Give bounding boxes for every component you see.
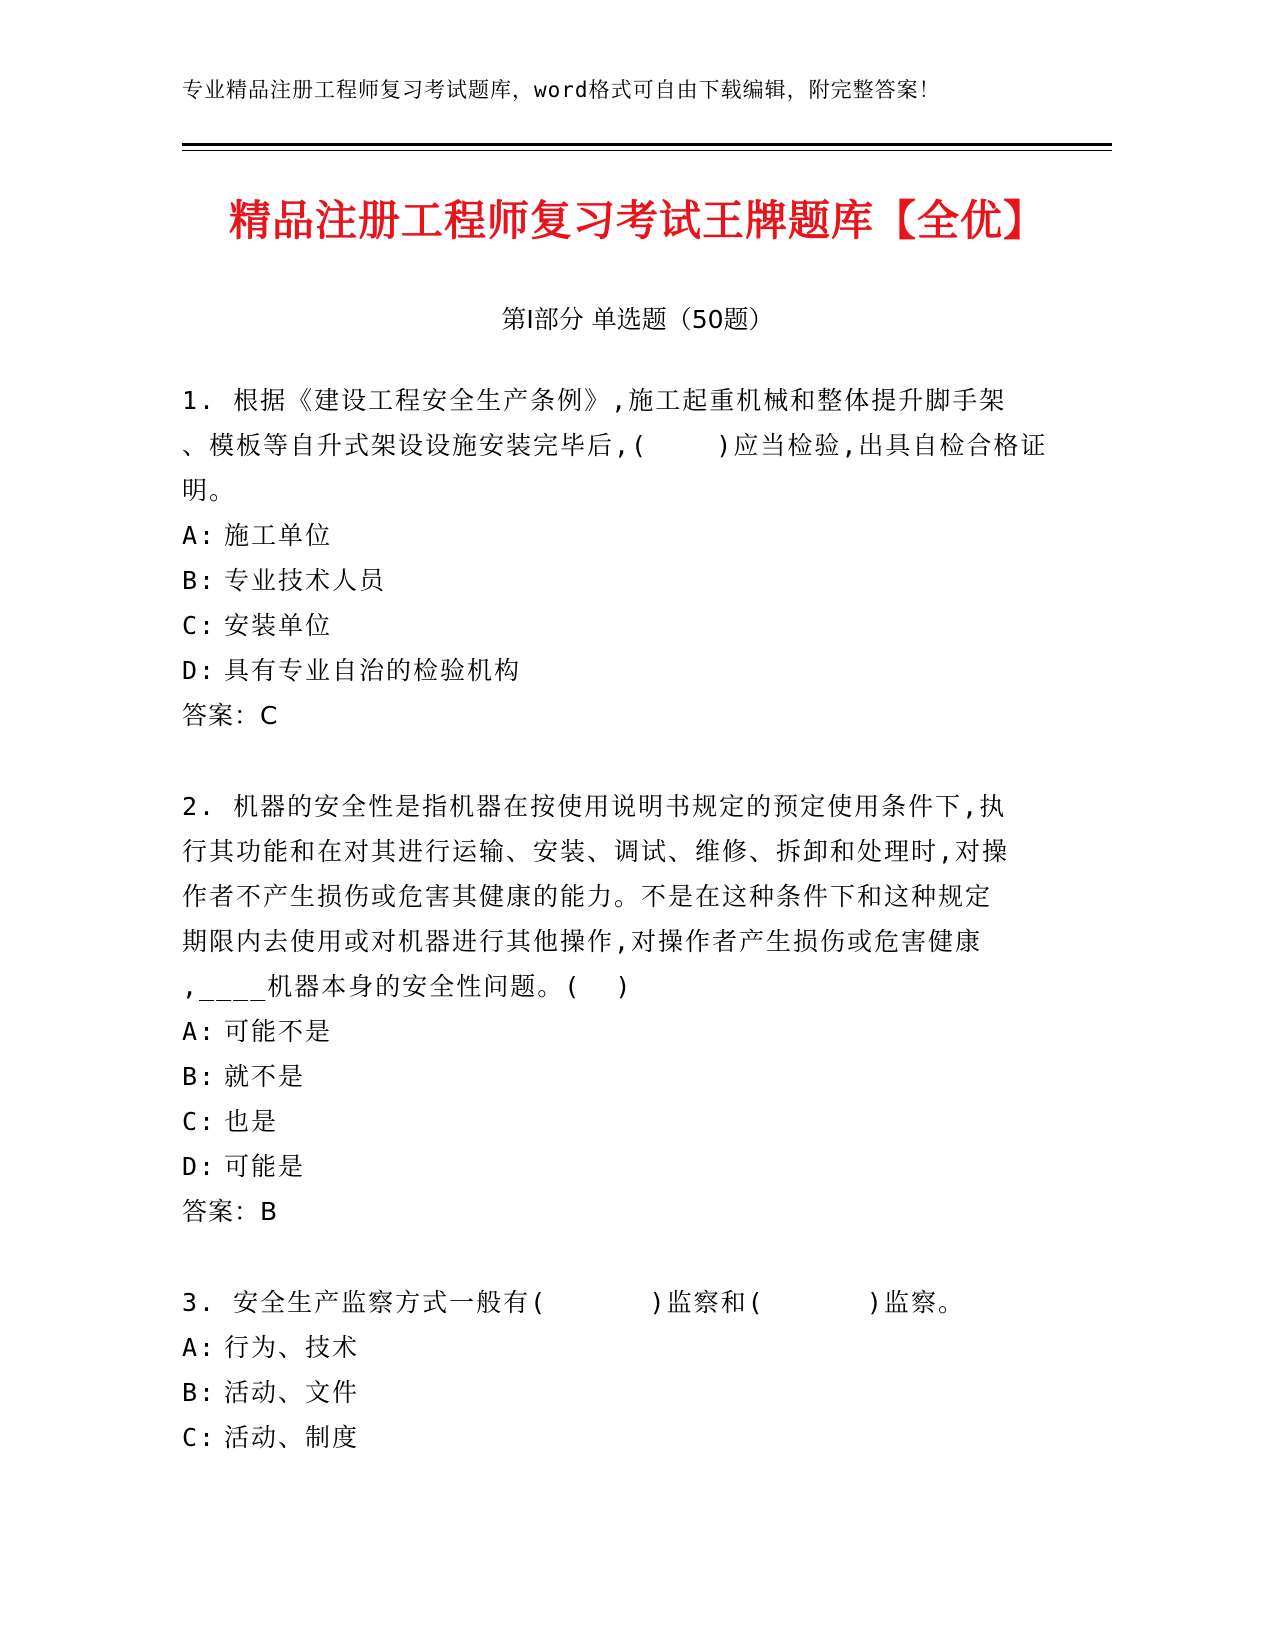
header-note: 专业精品注册工程师复习考试题库，word格式可自由下载编辑，附完整答案！ [182, 78, 941, 102]
question-text-line: 1. 根据《建设工程安全生产条例》,施工起重机械和整体提升脚手架 [182, 386, 1007, 415]
option-label: B: [182, 566, 217, 595]
option-a [182, 1009, 1062, 1054]
option-text: 活动、制度 [224, 1423, 360, 1452]
option-d [182, 648, 1062, 693]
answer: 答案：B [182, 1197, 279, 1226]
option-label: C: [182, 1423, 217, 1452]
option-text: 可能是 [224, 1152, 306, 1181]
option-label: C: [182, 611, 217, 640]
option-c [182, 603, 1062, 648]
option-label: A: [182, 521, 217, 550]
question-list [182, 378, 1062, 1506]
option-label: A: [182, 1017, 217, 1046]
option-b [182, 1054, 1062, 1099]
option-text: 安装单位 [224, 611, 333, 640]
option-text: 活动、文件 [224, 1378, 360, 1407]
option-text: 就不是 [224, 1062, 306, 1091]
option-a [182, 513, 1062, 558]
header-rule-thin [182, 150, 1112, 151]
option-text: 可能不是 [224, 1017, 333, 1046]
question-text-line: 2. 机器的安全性是指机器在按使用说明书规定的预定使用条件下,执 [182, 792, 1007, 821]
question-text-line: 行其功能和在对其进行运输、安装、调试、维修、拆卸和处理时,对操 [182, 837, 1010, 866]
option-label: C: [182, 1107, 217, 1136]
option-d [182, 1144, 1062, 1189]
option-text: 施工单位 [224, 521, 333, 550]
question-text-line: 作者不产生损伤或危害其健康的能力。不是在这种条件下和这种规定 [182, 882, 993, 911]
option-b [182, 558, 1062, 603]
option-b [182, 1370, 1062, 1415]
option-a [182, 1325, 1062, 1370]
option-c [182, 1415, 1062, 1460]
question-2 [182, 784, 1062, 1234]
question-text-line: 期限内去使用或对机器进行其他操作,对操作者产生损伤或危害健康 [182, 927, 983, 956]
option-label: B: [182, 1378, 217, 1407]
option-c [182, 1099, 1062, 1144]
option-label: D: [182, 1152, 217, 1181]
question-3 [182, 1280, 1062, 1460]
option-text: 行为、技术 [224, 1333, 360, 1362]
question-text-line: 、模板等自升式架设设施安装完毕后,( )应当检验,出具自检合格证 [182, 431, 1048, 460]
option-text: 也是 [224, 1107, 279, 1136]
question-text-line: ,____机器本身的安全性问题。( ) [182, 972, 633, 1001]
header-rule-thick [182, 143, 1112, 146]
document-title: 精品注册工程师复习考试王牌题库【全优】 [228, 196, 1046, 245]
option-label: B: [182, 1062, 217, 1091]
question-1 [182, 378, 1062, 738]
option-label: A: [182, 1333, 217, 1362]
section-heading: 第I部分 单选题（50题） [501, 305, 774, 334]
option-label: D: [182, 656, 217, 685]
option-text: 专业技术人员 [224, 566, 387, 595]
question-text-line: 明。 [182, 476, 237, 505]
answer: 答案：C [182, 701, 279, 730]
question-text-line: 3. 安全生产监察方式一般有( )监察和( )监察。 [182, 1288, 965, 1317]
option-text: 具有专业自治的检验机构 [224, 656, 522, 685]
